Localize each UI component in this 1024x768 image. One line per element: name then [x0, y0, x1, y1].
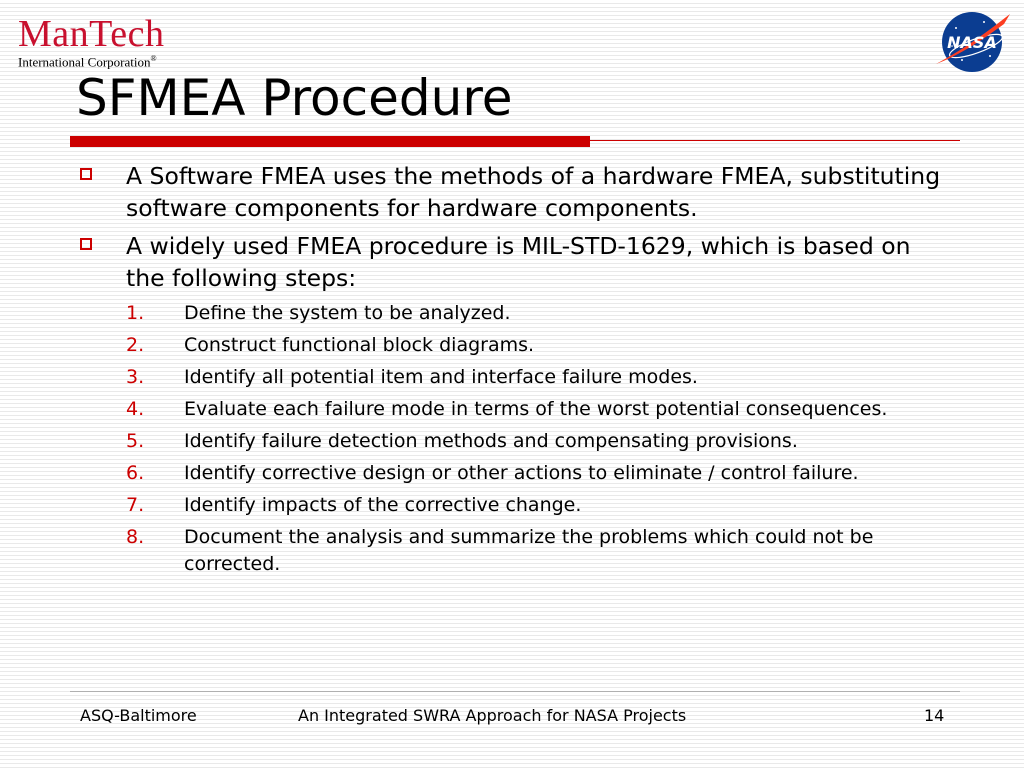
mantech-logo: [18, 14, 164, 69]
hollow-square-bullet-icon: [80, 168, 92, 180]
step-text: Define the system to be analyzed.: [184, 302, 511, 324]
step-number: 1.: [126, 302, 145, 324]
slide-number: 14: [924, 706, 945, 725]
step-item: [76, 428, 956, 455]
title-underline-bar: [70, 136, 590, 147]
step-text: Identify failure detection methods and compensating provisions.: [184, 430, 798, 452]
footer-presentation-title: An Integrated SWRA Approach for NASA Projects: [298, 706, 687, 725]
bullet-text: A Software FMEA uses the methods of a hardware FMEA, substituting software components for hardware components.: [126, 162, 941, 222]
step-number: 3.: [126, 366, 145, 388]
step-number: 6.: [126, 462, 145, 484]
bullet-item: [76, 160, 956, 224]
step-text: Identify all potential item and interface failure modes.: [184, 366, 698, 388]
bullet-item: [76, 230, 956, 294]
step-text: Evaluate each failure mode in terms of the worst potential consequences.: [184, 398, 888, 420]
step-item: [76, 364, 956, 391]
mantech-logo-name: ManTech: [18, 13, 165, 55]
footer-event: ASQ-Baltimore: [80, 706, 197, 725]
bullet-text: A widely used FMEA procedure is MIL-STD-1629, which is based on the following steps:: [126, 232, 911, 292]
step-text: Construct functional block diagrams.: [184, 334, 535, 356]
step-number: 8.: [126, 526, 145, 548]
step-number: 7.: [126, 494, 145, 516]
slide-title: SFMEA Procedure: [76, 69, 513, 127]
nasa-logo: [932, 6, 1012, 78]
footer-divider: [70, 691, 960, 692]
step-text: Document the analysis and summarize the problems which could not be corrected.: [184, 526, 874, 575]
step-item: [76, 300, 956, 327]
mantech-logo-subtitle: International Corporation®: [18, 54, 157, 70]
step-number: 5.: [126, 430, 145, 452]
procedure-steps-list: [76, 300, 956, 578]
slide-content: [76, 160, 956, 583]
step-item: [76, 332, 956, 359]
step-text: Identify impacts of the corrective change.: [184, 494, 582, 516]
title-underline-rule: [590, 140, 960, 141]
step-item: [76, 396, 956, 423]
nasa-logo-text: NASA: [947, 33, 997, 52]
hollow-square-bullet-icon: [80, 238, 92, 250]
step-item: [76, 460, 956, 487]
step-item: [76, 524, 956, 578]
step-text: Identify corrective design or other actions to eliminate / control failure.: [184, 462, 859, 484]
step-item: [76, 492, 956, 519]
step-number: 4.: [126, 398, 145, 420]
step-number: 2.: [126, 334, 145, 356]
